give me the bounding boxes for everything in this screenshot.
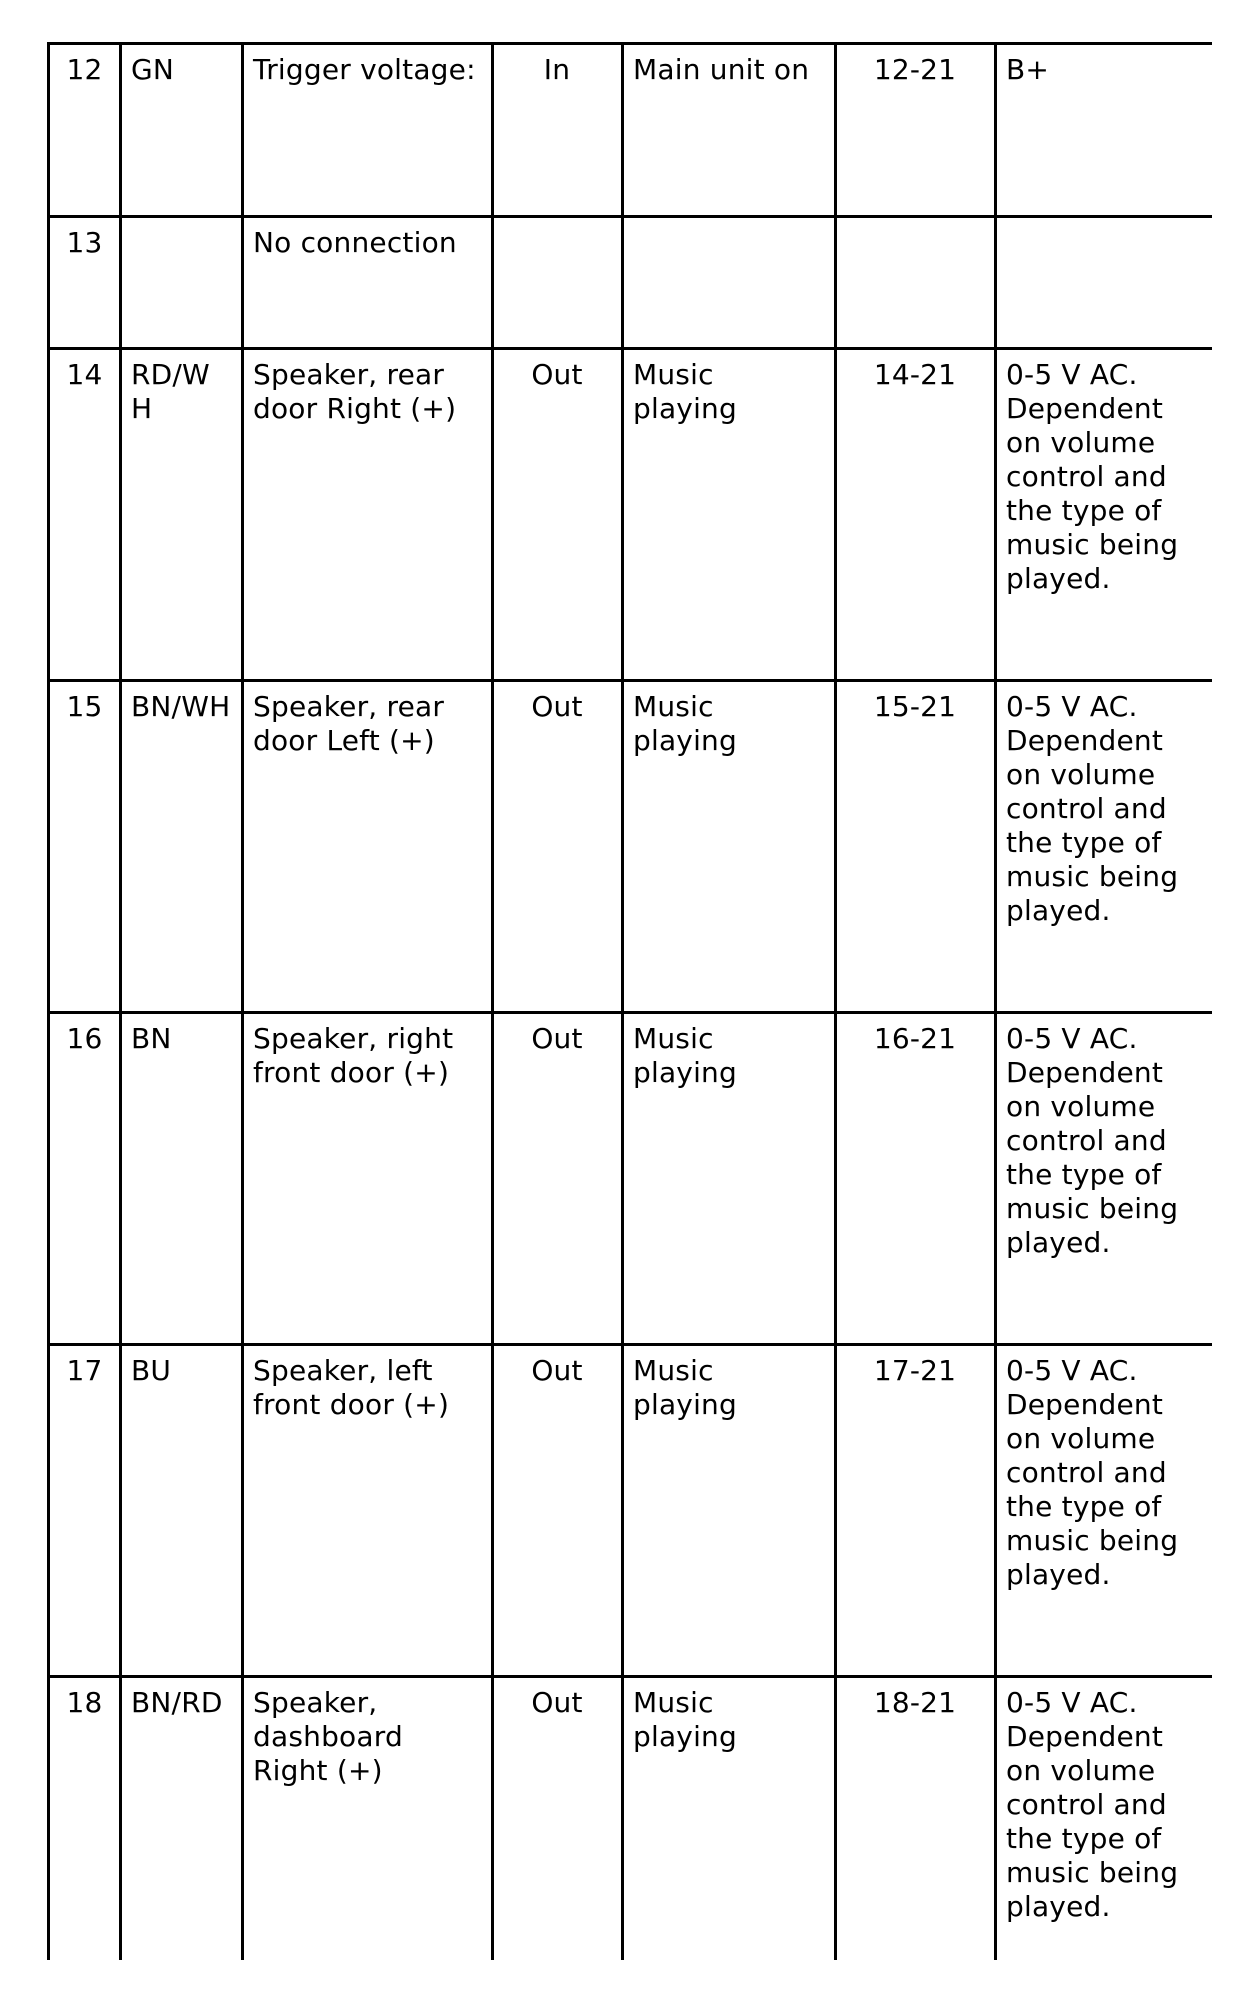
test-condition: Music playing [623, 1013, 836, 1345]
test-condition: Music playing [623, 681, 836, 1013]
test-condition: Music playing [623, 1677, 836, 1961]
signal-direction [493, 217, 623, 349]
test-condition: Music playing [623, 349, 836, 681]
expected-value: 0-5 V AC. Dependent on volume control and the type of music being played. [996, 681, 1213, 1013]
signal-direction: Out [493, 1677, 623, 1961]
test-condition: Main unit on [623, 44, 836, 217]
table-row [49, 44, 1213, 217]
pin-function: Speaker, right front door (+) [243, 1013, 493, 1345]
connector-pin-table [47, 42, 1212, 1960]
expected-value: 0-5 V AC. Dependent on volume control and the type of music being played. [996, 349, 1213, 681]
pin-function: Trigger voltage: [243, 44, 493, 217]
pin-number: 15 [49, 681, 121, 1013]
table-row [49, 1345, 1213, 1677]
wire-color: BU [121, 1345, 243, 1677]
expected-value: B+ [996, 44, 1213, 217]
table-row [49, 681, 1213, 1013]
table-row [49, 217, 1213, 349]
expected-value: 0-5 V AC. Dependent on volume control and the type of music being played. [996, 1345, 1213, 1677]
signal-direction: Out [493, 349, 623, 681]
wire-color: RD/WH [121, 349, 243, 681]
pin-function: No connection [243, 217, 493, 349]
wire-color [121, 217, 243, 349]
pin-function: Speaker, rear door Right (+) [243, 349, 493, 681]
signal-direction: Out [493, 1013, 623, 1345]
measure-points [836, 217, 996, 349]
pin-number: 14 [49, 349, 121, 681]
table-row [49, 349, 1213, 681]
wire-color: GN [121, 44, 243, 217]
measure-points: 18-21 [836, 1677, 996, 1961]
pin-number: 13 [49, 217, 121, 349]
document-page [47, 42, 1212, 1960]
pin-number: 12 [49, 44, 121, 217]
measure-points: 16-21 [836, 1013, 996, 1345]
table-row [49, 1013, 1213, 1345]
test-condition: Music playing [623, 1345, 836, 1677]
expected-value [996, 217, 1213, 349]
wire-color: BN/WH [121, 681, 243, 1013]
pin-function: Speaker, rear door Left (+) [243, 681, 493, 1013]
pin-number: 16 [49, 1013, 121, 1345]
measure-points: 14-21 [836, 349, 996, 681]
test-condition [623, 217, 836, 349]
signal-direction: Out [493, 681, 623, 1013]
measure-points: 12-21 [836, 44, 996, 217]
expected-value: 0-5 V AC. Dependent on volume control and the type of music being played. [996, 1013, 1213, 1345]
signal-direction: In [493, 44, 623, 217]
signal-direction: Out [493, 1345, 623, 1677]
wire-color: BN/RD [121, 1677, 243, 1961]
wire-color: BN [121, 1013, 243, 1345]
pin-function: Speaker, dashboard Right (+) [243, 1677, 493, 1961]
measure-points: 15-21 [836, 681, 996, 1013]
pin-function: Speaker, left front door (+) [243, 1345, 493, 1677]
measure-points: 17-21 [836, 1345, 996, 1677]
expected-value: 0-5 V AC. Dependent on volume control and the type of music being played. [996, 1677, 1213, 1961]
pin-number: 18 [49, 1677, 121, 1961]
pin-number: 17 [49, 1345, 121, 1677]
table-row [49, 1677, 1213, 1961]
